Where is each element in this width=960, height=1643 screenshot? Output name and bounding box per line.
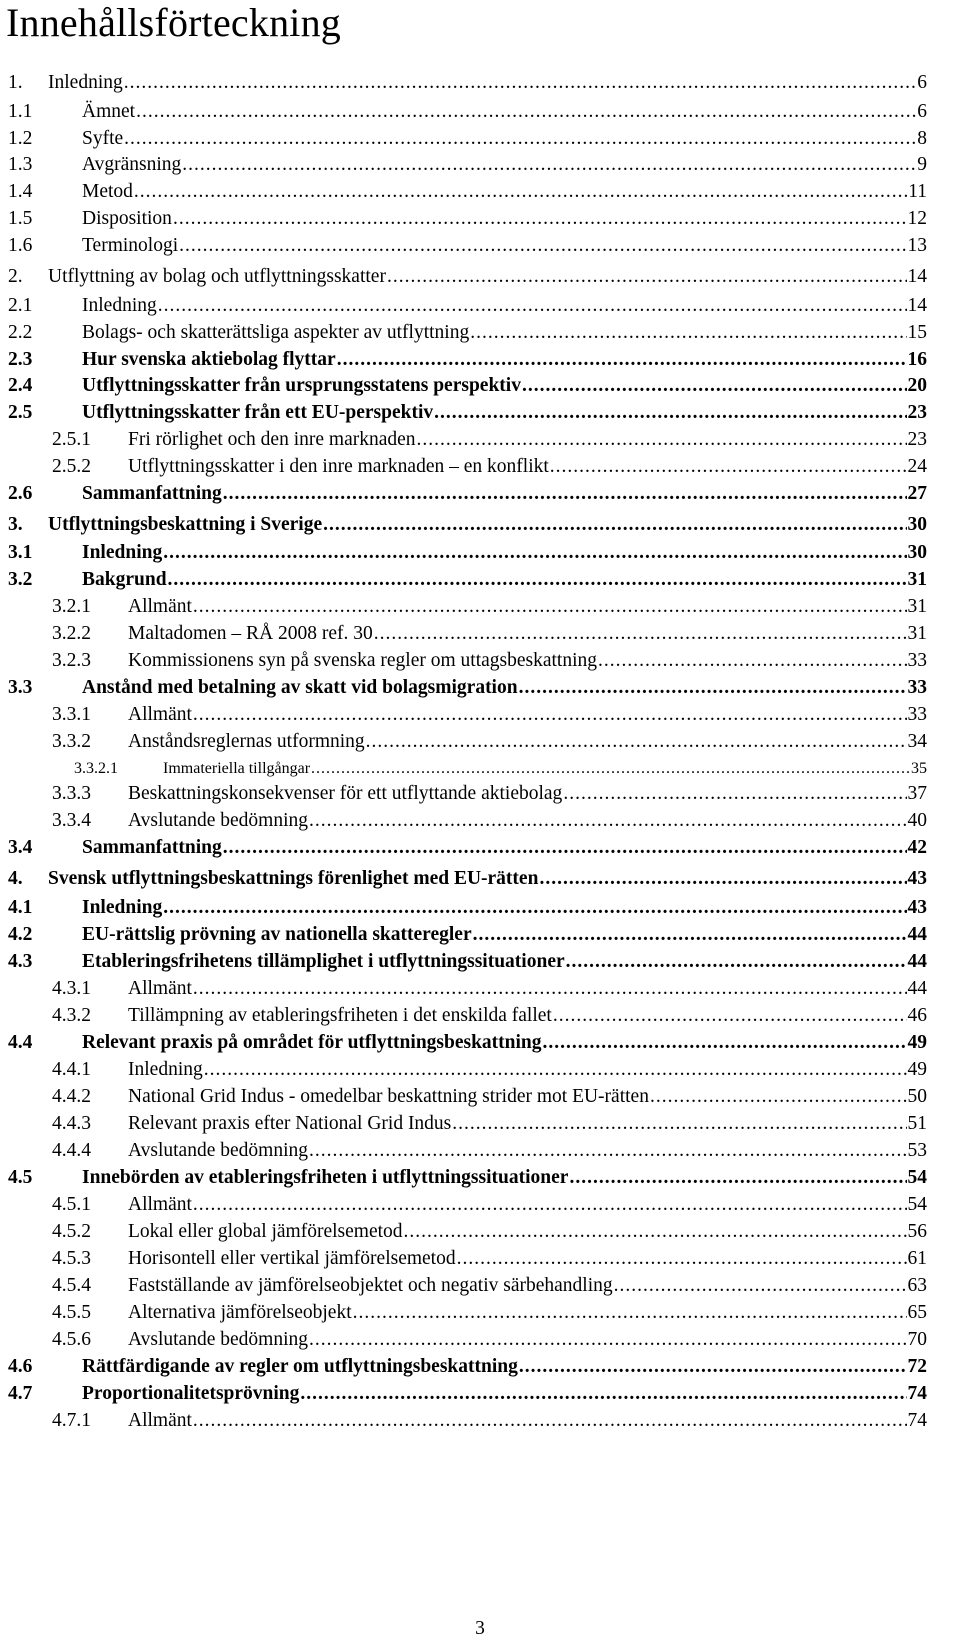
toc-entry-title: Allmänt — [128, 1410, 192, 1431]
toc-entry-title: Alternativa jämförelseobjekt — [128, 1302, 352, 1323]
toc-entry-number: 2.2 — [8, 322, 33, 343]
toc-entry-number: 2.3 — [8, 349, 33, 370]
toc-entry-number: 4.5.1 — [52, 1194, 91, 1215]
toc-entry-number: 1. — [8, 72, 23, 93]
dot-leader — [173, 206, 907, 232]
toc-entry-number: 3.2.1 — [52, 596, 91, 617]
toc-entry-page: 44 — [907, 978, 927, 999]
toc-entry-number: 2.4 — [8, 375, 33, 396]
toc-entry-page: 56 — [907, 1221, 927, 1242]
toc-entry-page: 70 — [907, 1329, 927, 1350]
toc-entry[interactable] — [0, 1084, 960, 1110]
toc-entry-title: Relevant praxis på området för utflyttningsbeskattning — [82, 1032, 542, 1053]
toc-entry-title: Ämnet — [82, 101, 136, 122]
dot-leader — [204, 1057, 907, 1083]
toc-entry-page: 33 — [907, 650, 927, 671]
toc-entry-title: Bolags- och skatterättsliga aspekter av utflyttning — [82, 322, 470, 343]
dot-leader — [163, 540, 906, 566]
page-number: 3 — [475, 1618, 485, 1639]
toc-entry[interactable] — [0, 512, 960, 538]
toc-entry-title: Proportionalitetsprövning — [82, 1383, 300, 1404]
toc-entry-title: Syfte — [82, 128, 124, 149]
toc-entry-page: 14 — [907, 295, 927, 316]
toc-entry-page: 9 — [917, 154, 927, 175]
toc-entry-title: Svensk utflyttningsbeskattnings förenlighet med EU-rätten — [48, 868, 539, 889]
toc-entry-number: 2.6 — [8, 483, 33, 504]
dot-leader — [193, 1192, 907, 1218]
dot-leader — [522, 373, 907, 399]
toc-entry[interactable] — [0, 293, 960, 319]
toc-entry-page: 40 — [907, 810, 927, 831]
toc-entry[interactable] — [0, 233, 960, 259]
toc-entry-title: Fastställande av jämförelseobjektet och negativ särbehandling — [128, 1275, 613, 1296]
toc-entry[interactable] — [0, 1408, 960, 1434]
page-title: Innehållsförteckning — [6, 0, 341, 45]
toc-entry-title: Anståndsreglernas utformning — [128, 731, 365, 752]
toc-entry-title: Terminologi — [82, 235, 179, 256]
dot-leader — [387, 264, 907, 290]
toc-entry-page: 43 — [907, 868, 927, 889]
toc-entry-page: 24 — [907, 456, 927, 477]
toc-entry-title: Utflyttningsskatter från ursprungsstatens perspektiv — [82, 375, 521, 396]
toc-entry-page: 46 — [907, 1005, 927, 1026]
toc-entry-title: Lokal eller global jämförelsemetod — [128, 1221, 403, 1242]
toc-entry[interactable] — [0, 1111, 960, 1137]
toc-entry-page: 30 — [907, 514, 927, 535]
toc-entry-page: 44 — [907, 924, 927, 945]
toc-entry-number: 3.3.1 — [52, 704, 91, 725]
toc-entry-title: Innebörden av etableringsfriheten i utflyttningssituationer — [82, 1167, 569, 1188]
toc-entry-number: 4.7.1 — [52, 1410, 91, 1431]
toc-entry-page: 14 — [907, 266, 927, 287]
toc-entry-title: Utflyttning av bolag och utflyttningsskatter — [48, 266, 386, 287]
toc-entry-page: 31 — [907, 596, 927, 617]
dot-leader — [300, 1381, 906, 1407]
toc-entry[interactable] — [0, 648, 960, 674]
toc-entry-page: 30 — [907, 542, 927, 563]
dot-leader — [337, 347, 907, 373]
toc-entry-number: 2. — [8, 266, 23, 287]
dot-leader — [179, 233, 906, 259]
toc-entry-title: National Grid Indus - omedelbar beskattning strider mot EU-rätten — [128, 1086, 649, 1107]
toc-entry-number: 1.6 — [8, 235, 33, 256]
toc-entry-title: Relevant praxis efter National Grid Indus — [128, 1113, 452, 1134]
toc-entry[interactable] — [0, 347, 960, 373]
dot-leader — [309, 1138, 907, 1164]
dot-leader — [566, 949, 907, 975]
toc-entry[interactable] — [0, 1057, 960, 1083]
toc-entry[interactable] — [0, 594, 960, 620]
toc-entry[interactable] — [0, 1273, 960, 1299]
toc-entry[interactable] — [0, 70, 960, 96]
dot-leader — [417, 427, 907, 453]
toc-entry[interactable] — [0, 621, 960, 647]
toc-entry-title: Beskattningskonsekvenser för ett utflyttande aktiebolag — [128, 783, 563, 804]
toc-entry-number: 3.3 — [8, 677, 33, 698]
dot-leader — [311, 756, 910, 782]
toc-entry[interactable] — [0, 702, 960, 728]
toc-entry[interactable] — [0, 126, 960, 152]
dot-leader — [309, 1327, 907, 1353]
toc-entry-page: 37 — [907, 783, 927, 804]
toc-entry-page: 16 — [907, 349, 927, 370]
dot-leader — [519, 675, 907, 701]
dot-leader — [124, 70, 917, 96]
toc-entry-page: 27 — [907, 483, 927, 504]
toc-entry-title: Bakgrund — [82, 569, 167, 590]
toc-entry[interactable] — [0, 1246, 960, 1272]
toc-entry-page: 33 — [907, 677, 927, 698]
toc-entry-title: Maltadomen – RÅ 2008 ref. 30 — [128, 623, 373, 644]
toc-entry-title: Sammanfattning — [82, 837, 222, 858]
toc-entry[interactable] — [0, 756, 960, 782]
toc-entry-page: 13 — [907, 235, 927, 256]
toc-entry-page: 54 — [907, 1194, 927, 1215]
toc-entry-number: 3.2 — [8, 569, 33, 590]
dot-leader — [182, 152, 916, 178]
toc-entry-title: Fri rörlighet och den inre marknaden — [128, 429, 416, 450]
toc-entry-title: Hur svenska aktiebolag flyttar — [82, 349, 336, 370]
toc-entry-number: 4.5.5 — [52, 1302, 91, 1323]
dot-leader — [134, 179, 907, 205]
dot-leader — [193, 1408, 907, 1434]
toc-entry-title: Allmänt — [128, 704, 192, 725]
toc-entry-title: Inledning — [82, 897, 163, 918]
toc-entry-page: 49 — [907, 1059, 927, 1080]
toc-entry-title: Rättfärdigande av regler om utflyttningsbeskattning — [82, 1356, 518, 1377]
toc-entry-number: 4.3.1 — [52, 978, 91, 999]
toc-entry[interactable] — [0, 320, 960, 346]
toc-entry-title: Inledning — [48, 72, 123, 93]
toc-entry-title: Horisontell eller vertikal jämförelsemetod — [128, 1248, 456, 1269]
toc-entry[interactable] — [0, 949, 960, 975]
toc-entry-title: Allmänt — [128, 596, 192, 617]
toc-entry[interactable] — [0, 922, 960, 948]
toc-entry-title: Inledning — [82, 295, 157, 316]
toc-entry-number: 4.6 — [8, 1356, 33, 1377]
toc-entry-number: 2.5 — [8, 402, 33, 423]
toc-entry-title: Anstånd med betalning av skatt vid bolagsmigration — [82, 677, 518, 698]
dot-leader — [223, 481, 907, 507]
toc-entry-page: 53 — [907, 1140, 927, 1161]
toc-entry[interactable] — [0, 1381, 960, 1407]
toc-entry-number: 3.3.2.1 — [74, 760, 118, 777]
toc-entry-number: 1.1 — [8, 101, 33, 122]
toc-entry-page: 34 — [907, 731, 927, 752]
toc-entry-title: Inledning — [128, 1059, 203, 1080]
toc-entry[interactable] — [0, 781, 960, 807]
dot-leader — [136, 99, 916, 125]
dot-leader — [470, 320, 906, 346]
dot-leader — [543, 1030, 907, 1056]
toc-entry-title: Sammanfattning — [82, 483, 222, 504]
toc-entry-number: 3. — [8, 514, 23, 535]
dot-leader — [404, 1219, 907, 1245]
dot-leader — [569, 1165, 906, 1191]
toc-entry-page: 15 — [907, 322, 927, 343]
toc-entry-number: 4.5.2 — [52, 1221, 91, 1242]
toc-entry-number: 2.1 — [8, 295, 33, 316]
dot-leader — [124, 126, 916, 152]
toc-entry-number: 3.3.4 — [52, 810, 91, 831]
toc-entry[interactable] — [0, 179, 960, 205]
dot-leader — [193, 976, 907, 1002]
toc-entry[interactable] — [0, 99, 960, 125]
toc-entry[interactable] — [0, 454, 960, 480]
toc-entry-page: 44 — [907, 951, 927, 972]
toc-entry-number: 1.4 — [8, 181, 33, 202]
toc-entry-number: 4.7 — [8, 1383, 33, 1404]
toc-entry-page: 23 — [907, 402, 927, 423]
toc-entry-page: 6 — [917, 72, 927, 93]
toc-entry-title: Utflyttningsskatter i den inre marknaden – en konflikt — [128, 456, 549, 477]
dot-leader — [374, 621, 907, 647]
toc-entry-number: 3.2.2 — [52, 623, 91, 644]
toc-entry-page: 43 — [907, 897, 927, 918]
toc-entry-page: 12 — [907, 208, 927, 229]
toc-entry-number: 4.4.4 — [52, 1140, 91, 1161]
toc-entry-title: Utflyttningsbeskattning i Sverige — [48, 514, 323, 535]
dot-leader — [193, 702, 907, 728]
dot-leader — [193, 594, 907, 620]
toc-entry[interactable] — [0, 1354, 960, 1380]
toc-entry[interactable] — [0, 567, 960, 593]
toc-entry-page: 8 — [917, 128, 927, 149]
toc-entry[interactable] — [0, 427, 960, 453]
toc-entry-title: Tillämpning av etableringsfriheten i det enskilda fallet — [128, 1005, 552, 1026]
dot-leader — [309, 808, 907, 834]
dot-leader — [168, 567, 907, 593]
toc-entry[interactable] — [0, 1030, 960, 1056]
toc-entry-number: 4.1 — [8, 897, 33, 918]
toc-entry-title: Avslutande bedömning — [128, 1140, 308, 1161]
toc-entry-number: 4.5.4 — [52, 1275, 91, 1296]
dot-leader — [223, 835, 907, 861]
toc-entry-page: 74 — [907, 1410, 927, 1431]
toc-entry-title: Immateriella tillgångar — [163, 760, 311, 777]
toc-entry[interactable] — [0, 729, 960, 755]
toc-entry-page: 23 — [907, 429, 927, 450]
toc-entry-number: 4.4 — [8, 1032, 33, 1053]
toc-entry[interactable] — [0, 835, 960, 861]
dot-leader — [457, 1246, 907, 1272]
toc-entry-title: Avslutande bedömning — [128, 810, 308, 831]
toc-entry-page: 35 — [911, 760, 927, 777]
toc-entry-number: 1.5 — [8, 208, 33, 229]
toc-entry[interactable] — [0, 895, 960, 921]
toc-entry-page: 54 — [907, 1167, 927, 1188]
dot-leader — [323, 512, 906, 538]
toc-entry-number: 4.5.6 — [52, 1329, 91, 1350]
toc-entry-page: 50 — [907, 1086, 927, 1107]
toc-entry-number: 2.5.1 — [52, 429, 91, 450]
toc-entry-page: 49 — [907, 1032, 927, 1053]
toc-entry-page: 63 — [907, 1275, 927, 1296]
toc-entry[interactable] — [0, 1219, 960, 1245]
toc-entry[interactable] — [0, 1165, 960, 1191]
toc-entry[interactable] — [0, 808, 960, 834]
toc-entry-number: 4.3 — [8, 951, 33, 972]
toc-entry[interactable] — [0, 264, 960, 290]
toc-entry-number: 1.2 — [8, 128, 33, 149]
toc-entry-page: 11 — [908, 181, 927, 202]
toc-entry[interactable] — [0, 400, 960, 426]
toc-entry-number: 4.4.2 — [52, 1086, 91, 1107]
toc-entry-number: 4.2 — [8, 924, 33, 945]
toc-entry-number: 3.3.2 — [52, 731, 91, 752]
toc-entry-title: Allmänt — [128, 1194, 192, 1215]
toc-entry[interactable] — [0, 373, 960, 399]
toc-entry[interactable] — [0, 1138, 960, 1164]
toc-entry-page: 6 — [917, 101, 927, 122]
dot-leader — [473, 922, 907, 948]
toc-entry-page: 61 — [907, 1248, 927, 1269]
toc-entry-page: 20 — [907, 375, 927, 396]
toc-entry-title: Utflyttningsskatter från ett EU-perspektiv — [82, 402, 434, 423]
toc-entry[interactable] — [0, 540, 960, 566]
dot-leader — [366, 729, 907, 755]
toc-entry-number: 3.3.3 — [52, 783, 91, 804]
toc-entry-title: Allmänt — [128, 978, 192, 999]
toc-entry[interactable] — [0, 1300, 960, 1326]
toc-entry[interactable] — [0, 1192, 960, 1218]
dot-leader — [353, 1300, 907, 1326]
dot-leader — [598, 648, 906, 674]
toc-entry[interactable] — [0, 976, 960, 1002]
toc-entry-title: Inledning — [82, 542, 163, 563]
toc-entry-number: 2.5.2 — [52, 456, 91, 477]
toc-entry-number: 3.1 — [8, 542, 33, 563]
dot-leader — [614, 1273, 907, 1299]
toc-entry[interactable] — [0, 152, 960, 178]
toc-entry-title: EU-rättslig prövning av nationella skatteregler — [82, 924, 472, 945]
dot-leader — [452, 1111, 906, 1137]
toc-entry-number: 4.3.2 — [52, 1005, 91, 1026]
dot-leader — [519, 1354, 907, 1380]
dot-leader — [563, 781, 906, 807]
dot-leader — [553, 1003, 907, 1029]
dot-leader — [539, 866, 906, 892]
toc-entry[interactable] — [0, 675, 960, 701]
toc-entry-page: 31 — [907, 623, 927, 644]
toc-entry-number: 4.4.1 — [52, 1059, 91, 1080]
toc-entry-title: Etableringsfrihetens tillämplighet i utflyttningssituationer — [82, 951, 565, 972]
toc-entry-number: 4.5 — [8, 1167, 33, 1188]
toc-entry-title: Avslutande bedömning — [128, 1329, 308, 1350]
toc-entry-number: 3.4 — [8, 837, 33, 858]
toc-entry[interactable] — [0, 481, 960, 507]
toc-entry[interactable] — [0, 866, 960, 892]
toc-entry-number: 4.4.3 — [52, 1113, 91, 1134]
toc-entry[interactable] — [0, 206, 960, 232]
toc-entry[interactable] — [0, 1327, 960, 1353]
dot-leader — [650, 1084, 907, 1110]
toc-entry-title: Disposition — [82, 208, 172, 229]
toc-entry-title: Metod — [82, 181, 133, 202]
toc-entry-number: 4.5.3 — [52, 1248, 91, 1269]
dot-leader — [158, 293, 907, 319]
toc-entry-title: Kommissionens syn på svenska regler om uttagsbeskattning — [128, 650, 598, 671]
toc-entry-page: 42 — [907, 837, 927, 858]
toc-entry-page: 31 — [907, 569, 927, 590]
dot-leader — [550, 454, 907, 480]
toc-entry-page: 74 — [907, 1383, 927, 1404]
toc-entry-page: 72 — [907, 1356, 927, 1377]
toc-entry-number: 3.2.3 — [52, 650, 91, 671]
toc-entry-number: 1.3 — [8, 154, 33, 175]
toc-entry-page: 65 — [907, 1302, 927, 1323]
dot-leader — [163, 895, 906, 921]
toc-entry-page: 51 — [907, 1113, 927, 1134]
toc-entry[interactable] — [0, 1003, 960, 1029]
toc-entry-title: Avgränsning — [82, 154, 182, 175]
dot-leader — [434, 400, 906, 426]
toc-entry-number: 4. — [8, 868, 23, 889]
toc-entry-page: 33 — [907, 704, 927, 725]
